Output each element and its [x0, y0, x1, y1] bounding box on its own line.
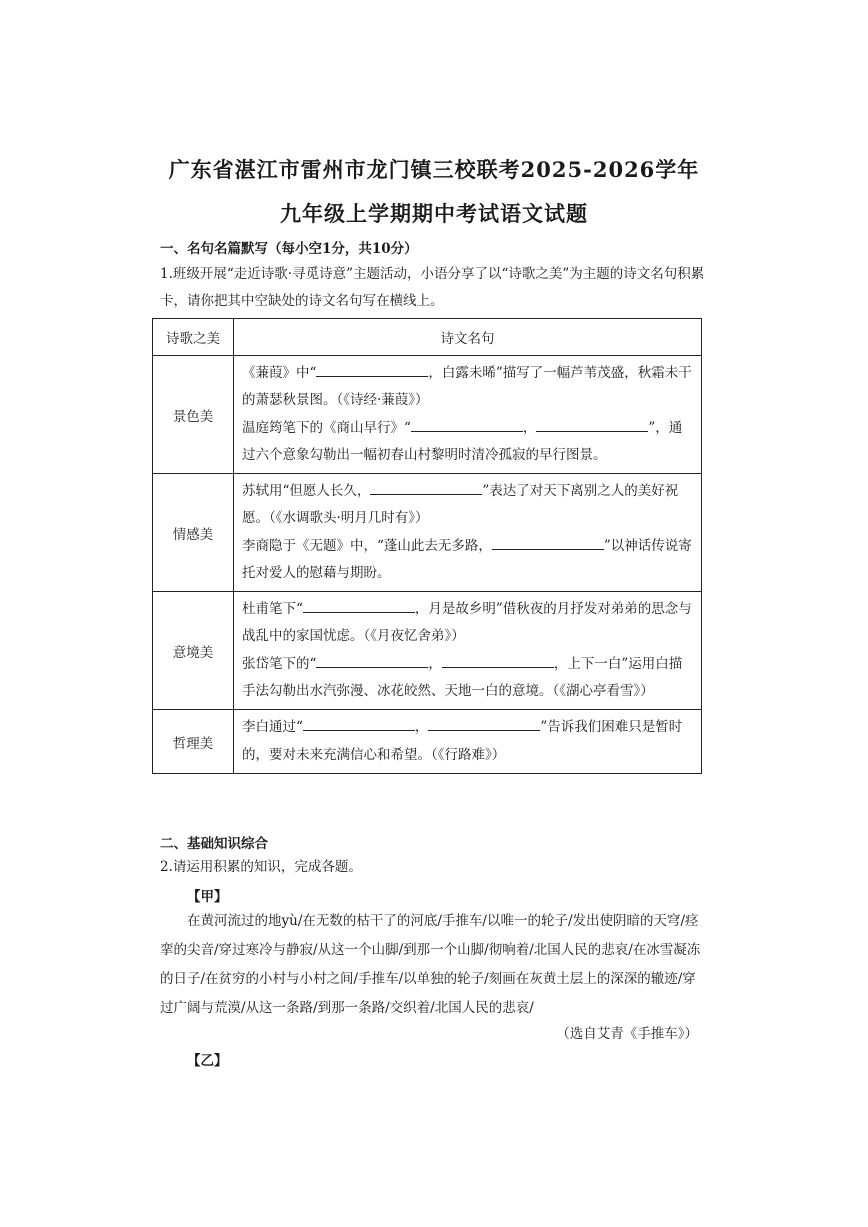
table-row [153, 474, 702, 592]
passage-label-jia: 【甲】 [187, 889, 228, 905]
section1-heading: 一、名句名篇默写（每小空1分，共10分） [160, 241, 418, 257]
text-fragment: ”表达了对天下离别之人的美好祝愿。（《水调歌头·明月几时有》） [242, 482, 679, 526]
text-fragment: ，白露未晞”描写了一幅芦苇茂盛，秋霜未干的萧瑟秋景图。（《诗经·蒹葭》） [242, 364, 692, 408]
question2-text: 2.请运用积累的知识，完成各题。 [160, 859, 362, 875]
text-fragment: ”以神话传说寄托对爱人的慰藉与期盼。 [242, 537, 692, 581]
answer-blank[interactable] [536, 430, 648, 432]
answer-blank[interactable] [411, 430, 523, 432]
poem-table [152, 318, 702, 774]
text-fragment: ，上下一白”运用白描手法勾勒出水汽弥漫、冰花皎然、天地一白的意境。（《湖心亭看雪》） [242, 655, 683, 699]
text-fragment: ”告诉我们困难只是暂时的，要对未来充满信心和希望。（《行路难》） [242, 719, 683, 763]
content-cell [234, 592, 702, 710]
text-fragment: 李商隐于《无题》中，“蓬山此去无多路， [242, 537, 492, 554]
answer-blank[interactable] [492, 548, 604, 550]
text-fragment: 李白通过“ [242, 719, 303, 735]
content-cell [234, 356, 702, 474]
text-fragment: 《蒹葭》中“ [242, 364, 317, 381]
answer-blank[interactable] [370, 493, 482, 495]
content-cell [234, 710, 702, 774]
table-header-category: 诗歌之美 [153, 319, 234, 356]
exam-title-line1: 广东省湛江市雷州市龙门镇三校联考2025-2026学年 [168, 157, 700, 182]
section2-heading: 二、基础知识综合 [160, 836, 268, 852]
answer-blank[interactable] [316, 375, 428, 377]
answer-blank[interactable] [303, 729, 415, 731]
text-fragment: 杜甫笔下“ [242, 600, 303, 617]
answer-blank[interactable] [316, 666, 428, 668]
table-header-lines: 诗文名句 [234, 319, 702, 356]
category-cell: 情感美 [153, 474, 234, 592]
text-fragment: ”，通过六个意象勾勒出一幅初春山村黎明时清冷孤寂的早行图景。 [242, 419, 683, 463]
answer-blank[interactable] [303, 611, 415, 613]
table-header-row [153, 319, 702, 356]
answer-blank[interactable] [442, 666, 554, 668]
text-fragment: ， [414, 719, 429, 735]
text-fragment: 温庭筠笔下的《商山早行》“ [242, 419, 411, 436]
passage-label-yi: 【乙】 [187, 1053, 228, 1069]
text-fragment: 苏轼用“但愿人长久， [242, 482, 371, 499]
category-cell: 景色美 [153, 356, 234, 474]
answer-blank[interactable] [428, 729, 540, 731]
table-row [153, 710, 702, 774]
text-fragment: ， [428, 655, 442, 672]
table-row [153, 356, 702, 474]
question1-text: 1.班级开展“走近诗歌·寻觅诗意”主题活动，小语分享了以“诗歌之美”为主题的诗文名句积累卡，请你把其中空缺处的诗文名句写在横线上。 [160, 266, 705, 309]
text-fragment: ， [522, 419, 537, 436]
exam-title-line2: 九年级上学期期中考试语文试题 [280, 201, 588, 226]
passage-text: 在黄河流过的地yù/在无数的枯干了的河底/手推车/以唯一的轮子/发出使阴暗的天穹/痉挛的尖音/穿过寒冷与静寂/从这一个山脚/到那一个山脚/彻响着/北国人民的悲哀/在冰雪凝冻的日子/在贫穷的小村与小村之间/手推车/以单独的轮子/刻画在灰黄土层上的深深的辙迹/穿过广阔与荒漠/从这一条路/到那一条路/交织着/北国人民的悲哀/ [160, 913, 701, 1016]
text-fragment: 张岱笔下的“ [242, 655, 317, 672]
category-cell: 哲理美 [153, 710, 234, 774]
category-cell: 意境美 [153, 592, 234, 710]
passage-source: （选自艾青《手推车》） [556, 1026, 698, 1042]
table-row [153, 592, 702, 710]
content-cell [234, 474, 702, 592]
text-fragment: ，月是故乡明”借秋夜的月抒发对弟弟的思念与战乱中的家国忧虑。（《月夜忆舍弟》） [242, 600, 692, 644]
